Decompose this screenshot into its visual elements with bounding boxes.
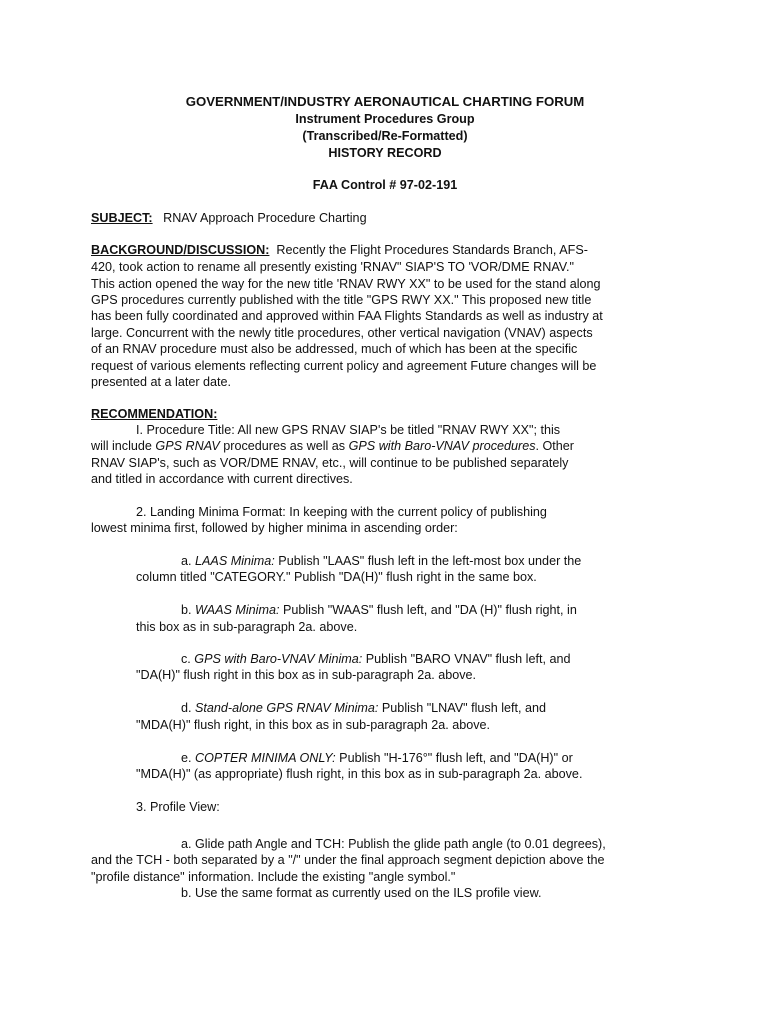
item-prefix: e.	[181, 751, 196, 765]
minima-item-d-cont: "MDA(H)" flush right, in this box as in sub-paragraph 2a. above.	[136, 718, 491, 732]
background-line: presented at a later date.	[91, 375, 232, 389]
landing-minima-line: 2. Landing Minima Format: In keeping with the current policy of publishing	[136, 505, 547, 519]
group-name: Instrument Procedures Group	[295, 112, 475, 126]
item-title: LAAS Minima:	[195, 554, 275, 568]
background-line: GPS procedures currently published with the title "GPS RWY XX." This proposed new title	[91, 293, 592, 307]
background-line: of an RNAV procedure must also be addressed, much of which has been at the specific	[91, 342, 578, 356]
subject-label: SUBJECT:	[91, 211, 153, 225]
item-text: Publish "WAAS" flush left, and "DA (H)" flush right, in	[279, 603, 577, 617]
recommendation-label: RECOMMENDATION:	[91, 407, 218, 421]
subject-text: RNAV Approach Procedure Charting	[163, 211, 367, 225]
format-note: (Transcribed/Re-Formatted)	[302, 129, 468, 143]
procedure-title-line: RNAV SIAP's, such as VOR/DME RNAV, etc., will continue to be published separately	[91, 456, 569, 470]
italic-run: GPS RNAV	[155, 439, 220, 453]
background-line: has been fully coordinated and approved within FAA Flights Standards as well as industry at	[91, 309, 603, 323]
minima-item-d	[181, 700, 546, 716]
background-first-text: Recently the Flight Procedures Standards Branch, AFS-	[276, 243, 588, 257]
minima-item-b	[181, 602, 577, 618]
minima-item-c	[181, 651, 570, 667]
item-title: WAAS Minima:	[195, 603, 280, 617]
minima-item-a-cont: column titled "CATEGORY." Publish "DA(H)" flush right in the same box.	[136, 570, 537, 584]
background-line: request of various elements reflecting current policy and agreement Future changes will be	[91, 359, 597, 373]
subject-line	[91, 210, 367, 226]
item-prefix: b.	[181, 603, 196, 617]
forum-title: GOVERNMENT/INDUSTRY AERONAUTICAL CHARTING FORUM	[185, 94, 585, 109]
profile-item-a-cont: and the TCH - both separated by a "/" under the final approach segment depiction above the	[91, 853, 605, 867]
background-first-line	[91, 242, 644, 258]
landing-minima-line: lowest minima first, followed by higher minima in ascending order:	[91, 521, 458, 535]
background-line: large. Concurrent with the newly title procedures, other vertical navigation (VNAV) aspects	[91, 326, 593, 340]
item-text: Publish "LAAS" flush left in the left-most box under the	[274, 554, 582, 568]
item-text: Publish "LNAV" flush left, and	[378, 701, 547, 715]
background-line: 420, took action to rename all presently existing 'RNAV" SIAP'S TO 'VOR/DME RNAV."	[91, 260, 575, 274]
item-text: Publish "BARO VNAV" flush left, and	[362, 652, 571, 666]
profile-view-heading: 3. Profile View:	[136, 800, 220, 814]
minima-item-c-cont: "DA(H)" flush right in this box as in sub-paragraph 2a. above.	[136, 668, 477, 682]
italic-run: GPS with Baro-VNAV procedures	[348, 439, 536, 453]
item-prefix: a.	[181, 554, 196, 568]
procedure-title-line: I. Procedure Title: All new GPS RNAV SIAP's be titled "RNAV RWY XX"; this	[136, 423, 561, 437]
background-label: BACKGROUND/DISCUSSION:	[91, 243, 270, 257]
profile-item-a-cont: "profile distance" information. Include the existing "angle symbol."	[91, 870, 456, 884]
background-line: This action opened the way for the new title 'RNAV RWY XX" to be used for the stand along	[91, 277, 601, 291]
minima-item-e-cont: "MDA(H)" (as appropriate) flush right, in this box as in sub-paragraph 2a. above.	[136, 767, 583, 781]
control-number: FAA Control # 97-02-191	[312, 178, 458, 192]
text-run: will include	[91, 439, 156, 453]
minima-item-e	[181, 750, 573, 766]
item-title: COPTER MINIMA ONLY:	[195, 751, 336, 765]
item-prefix: d.	[181, 701, 196, 715]
text-run: procedures as well as	[219, 439, 349, 453]
item-title: Stand-alone GPS RNAV Minima:	[195, 701, 379, 715]
text-run: . Other	[535, 439, 574, 453]
record-type: HISTORY RECORD	[328, 146, 442, 160]
profile-item-a: a. Glide path Angle and TCH: Publish the glide path angle (to 0.01 degrees),	[181, 837, 606, 851]
item-text: Publish "H-176°" flush left, and "DA(H)" or	[335, 751, 573, 765]
item-prefix: c.	[181, 652, 195, 666]
procedure-title-line: and titled in accordance with current directives.	[91, 472, 353, 486]
procedure-title-line	[91, 438, 574, 454]
profile-item-b: b. Use the same format as currently used on the ILS profile view.	[181, 886, 542, 900]
item-title: GPS with Baro-VNAV Minima:	[194, 652, 363, 666]
minima-item-a	[181, 553, 581, 569]
minima-item-b-cont: this box as in sub-paragraph 2a. above.	[136, 620, 358, 634]
